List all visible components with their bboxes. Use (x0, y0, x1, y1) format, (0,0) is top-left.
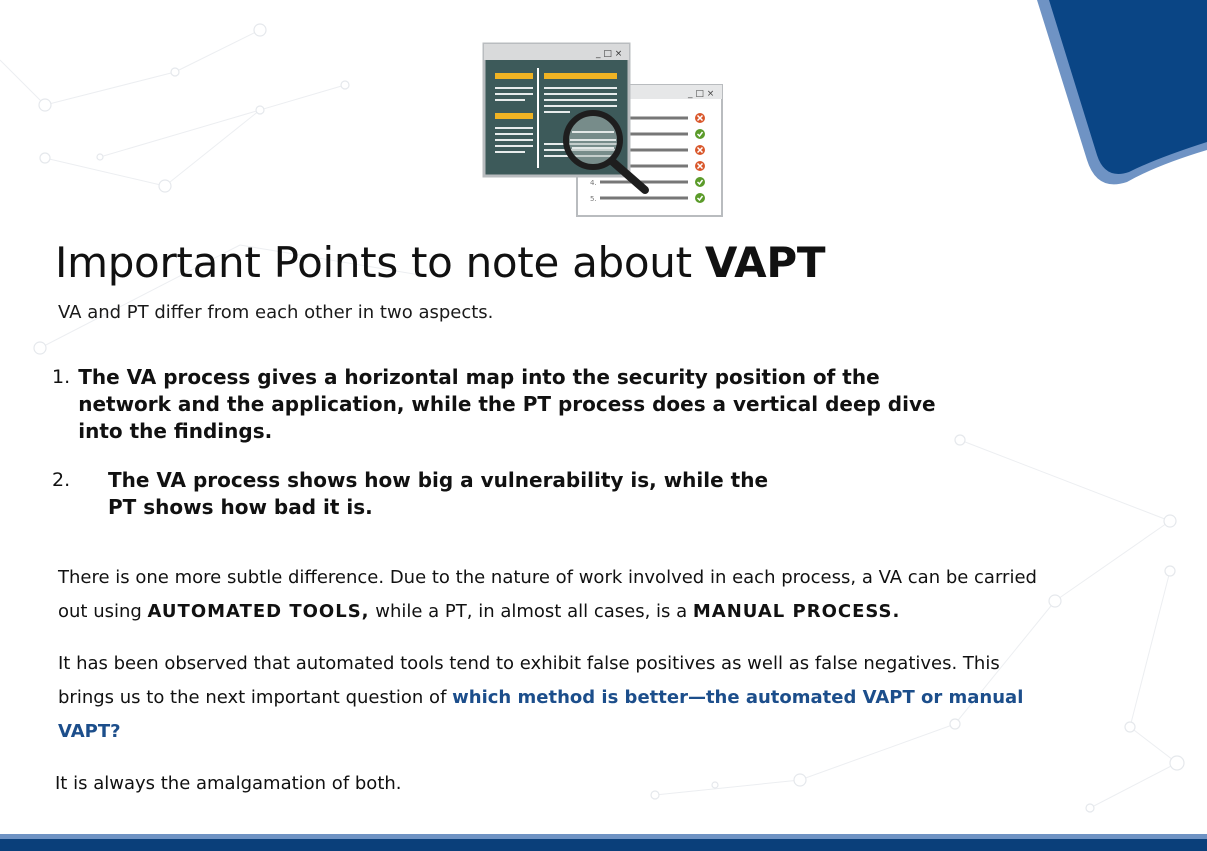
corner-decoration (1017, 0, 1207, 190)
paragraph-text: while a PT, in almost all cases, is a (369, 601, 693, 622)
list-item-text: The VA process shows how big a vulnerability is, while the PT shows how bad it is. (108, 468, 769, 519)
svg-text:5.: 5. (590, 195, 597, 203)
paragraph-question (58, 647, 1038, 749)
svg-text:_ □ ×: _ □ × (596, 49, 623, 59)
list-item-number: 2. (52, 469, 71, 491)
svg-text:_ □ ×: _ □ × (688, 89, 715, 99)
paragraph-text: There is one more subtle difference. Due to the nature of work involved in each process, a VA can be carried out using (58, 567, 1037, 622)
automated-tools-emphasis: AUTOMATED TOOLS, (147, 601, 370, 622)
list-item-text: The VA process gives a horizontal map into the security position of the network and the application, while the PT process does a vertical deep dive into the findings. (78, 365, 936, 443)
document-magnifier-checklist-icon (480, 40, 730, 220)
paragraph-difference (58, 561, 1038, 629)
list-item (52, 467, 952, 521)
manual-process-emphasis: MANUAL PROCESS. (692, 601, 901, 622)
list-item-number: 1. (52, 366, 71, 388)
svg-text:4.: 4. (590, 179, 597, 187)
paragraph-text: It has been observed that automated tools tend to exhibit false positives as well as false negatives. This brings us to the next important question of (58, 653, 1000, 708)
numbered-points (52, 364, 952, 543)
list-item (52, 364, 952, 445)
highlighted-question: which method is better—the automated VAPT or manual VAPT? (58, 687, 1024, 742)
subtitle: VA and PT differ from each other in two aspects. (58, 302, 494, 323)
footer-bar (0, 834, 1207, 851)
title-prefix: Important Points to note about (55, 238, 705, 287)
title-emphasis: VAPT (704, 238, 826, 287)
paragraph-conclusion: It is always the amalgamation of both. (55, 773, 402, 794)
page-title (55, 238, 825, 287)
